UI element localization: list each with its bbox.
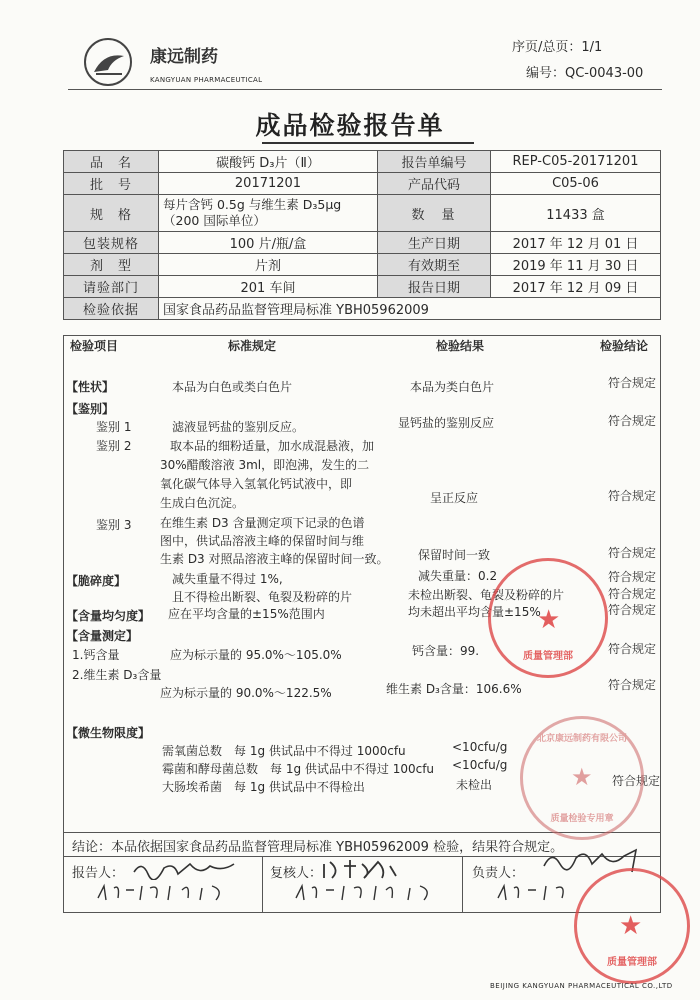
- id3-standard-line2: 图中，供试品溶液主峰的保留时间与维: [160, 534, 365, 548]
- micro3-standard: 大肠埃希菌 每 1g 供试品中不得检出: [162, 780, 365, 794]
- reporter-date-handwritten: [90, 880, 250, 906]
- id2-standard-line1: 取本品的细粉适量，加水成混悬液，加: [170, 439, 375, 453]
- appearance-conclusion: 符合规定: [608, 376, 657, 390]
- friability-title: 【脆碎度】: [66, 574, 127, 588]
- assay-title: 【含量测定】: [66, 629, 139, 643]
- stamp-star-icon-3: ★: [619, 911, 643, 941]
- id1-standard: 滤液显钙盐的鉴别反应。: [172, 420, 305, 434]
- expiry-label: 有效期至: [378, 254, 491, 276]
- logo-mark-icon: [92, 48, 126, 78]
- batch-number: 20171201: [159, 173, 378, 195]
- friability-result-1: 减失重量：0.2: [418, 569, 498, 583]
- qc-stamp-text: 质量检验专用章: [550, 814, 614, 824]
- micro-conclusion: 符合规定: [612, 774, 661, 788]
- company-stamp: [520, 716, 644, 840]
- micro2-standard: 霉菌和酵母菌总数 每 1g 供试品中不得过 100cfu: [162, 762, 435, 776]
- col-conclusion-header: 检验结论: [600, 339, 649, 353]
- uniformity-result: 均未超出平均含量±15%: [408, 605, 541, 619]
- col-item-header: 检验项目: [70, 339, 119, 353]
- friability-conclusion-2: 符合规定: [608, 587, 657, 601]
- company-name-en: KANGYUAN PHARMACEUTICAL: [150, 76, 263, 84]
- footer-company-en: BEIJING KANGYUAN PHARMACEUTICAL CO.,LTD: [490, 982, 673, 990]
- reviewer-signature: [320, 858, 400, 880]
- info-table: [63, 150, 661, 320]
- product-name-label: 品 名: [64, 151, 159, 173]
- id3-conclusion: 符合规定: [608, 546, 657, 560]
- id1-result: 显钙盐的鉴别反应: [398, 416, 495, 430]
- department: 201 车间: [159, 276, 378, 298]
- qa-stamp-text: 质量管理部: [523, 651, 573, 662]
- id3-label: 鉴别 3: [96, 518, 132, 532]
- friability-standard-1: 减失重量不得过 1%,: [172, 572, 283, 586]
- qa-stamp-text-2: 质量管理部: [607, 957, 657, 968]
- id2-conclusion: 符合规定: [608, 489, 657, 503]
- qty-label: 数 量: [378, 195, 491, 232]
- product-name: 碳酸钙 D₃片（Ⅱ）: [159, 151, 378, 173]
- reviewer-date-handwritten: [286, 880, 446, 906]
- appearance-result: 本品为类白色片: [410, 380, 495, 394]
- appearance-title: 【性状】: [66, 380, 115, 394]
- assay2-result: 维生素 D₃含量：106.6%: [386, 682, 522, 696]
- identify-title: 【鉴别】: [66, 402, 115, 416]
- friability-standard-2: 且不得检出断裂、龟裂及粉碎的片: [172, 590, 353, 604]
- dept-label: 请验部门: [64, 276, 159, 298]
- page-info: 序页/总页：1/1: [512, 40, 603, 55]
- form-label: 剂 型: [64, 254, 159, 276]
- id2-standard-line3: 氧化碳气体导入氢氧化钙试液中，即: [160, 477, 353, 491]
- reporter-label: 报告人：: [72, 866, 125, 881]
- id3-standard-line1: 在维生素 D3 含量测定项下记录的色谱: [160, 516, 365, 530]
- qa-department-stamp: [488, 558, 608, 678]
- col-standard-header: 标准规定: [228, 339, 277, 353]
- product-code-label: 产品代码: [378, 173, 491, 195]
- sig-divider-1: [262, 856, 263, 912]
- company-stamp-text: 北京康远制药有限公司: [536, 734, 627, 744]
- stamp-star-icon: ★: [537, 605, 561, 635]
- expiry-date: 2019 年 11 月 30 日: [491, 254, 661, 276]
- id1-label: 鉴别 1: [96, 420, 132, 434]
- id3-standard-line3: 生素 D3 对照品溶液主峰的保留时间一致。: [160, 552, 389, 566]
- id2-standard-line4: 生成白色沉淀。: [160, 496, 245, 510]
- report-no: REP-C05-20171201: [491, 151, 661, 173]
- micro1-standard: 需氧菌总数 每 1g 供试品中不得过 1000cfu: [162, 744, 406, 758]
- uniformity-standard: 应在平均含量的±15%范围内: [168, 607, 325, 621]
- micro1-result: <10cfu/g: [452, 740, 508, 754]
- title-underline: [262, 142, 474, 144]
- pack-label: 包装规格: [64, 232, 159, 254]
- report-date-label: 报告日期: [378, 276, 491, 298]
- company-name-cn: 康远制药: [150, 47, 218, 67]
- sig-divider-2: [462, 856, 463, 912]
- product-code: C05-06: [491, 173, 661, 195]
- id3-result: 保留时间一致: [418, 548, 491, 562]
- report-no-label: 报告单编号: [378, 151, 491, 173]
- id1-conclusion: 符合规定: [608, 414, 657, 428]
- mfg-date-label: 生产日期: [378, 232, 491, 254]
- mfg-date: 2017 年 12 月 01 日: [491, 232, 661, 254]
- dosage-form: 片剂: [159, 254, 378, 276]
- pack-spec: 100 片/瓶/盒: [159, 232, 378, 254]
- friability-result-2: 未检出断裂、龟裂及粉碎的片: [408, 588, 565, 602]
- micro2-result: <10cfu/g: [452, 758, 508, 772]
- spec-label: 规 格: [64, 195, 159, 232]
- quantity: 11433 盒: [491, 195, 661, 232]
- assay1-result: 钙含量：99.: [412, 644, 480, 658]
- assay2-label: 2.维生素 D₃含量: [72, 668, 162, 682]
- id2-label: 鉴别 2: [96, 439, 132, 453]
- inspection-basis: 国家食品药品监督管理局标准 YBH05962009: [159, 298, 661, 320]
- uniformity-conclusion: 符合规定: [608, 603, 657, 617]
- header-divider: [68, 89, 662, 90]
- assay1-standard: 应为标示量的 95.0%～105.0%: [170, 648, 342, 662]
- col-result-header: 检验结果: [436, 339, 485, 353]
- reviewer-label: 复核人：: [270, 866, 323, 881]
- basis-label: 检验依据: [64, 298, 159, 320]
- reporter-signature: [130, 858, 250, 880]
- id2-result: 呈正反应: [430, 491, 479, 505]
- batch-label: 批 号: [64, 173, 159, 195]
- assay2-standard: 应为标示量的 90.0%～122.5%: [160, 686, 332, 700]
- responsible-label: 负责人：: [472, 866, 525, 881]
- report-date: 2017 年 12 月 09 日: [491, 276, 661, 298]
- uniformity-title: 【含量均匀度】: [66, 609, 151, 623]
- assay2-conclusion: 符合规定: [608, 678, 657, 692]
- document-number: 编号：QC-0043-00: [526, 66, 644, 81]
- spec: 每片含钙 0.5g 与维生素 D₃5μg（200 国际单位）: [159, 195, 378, 232]
- appearance-standard: 本品为白色或类白色片: [172, 380, 293, 394]
- stamp-star-icon-2: ★: [571, 763, 593, 791]
- qa-department-stamp-2: [574, 868, 690, 984]
- micro3-result: 未检出: [456, 778, 493, 792]
- assay1-label: 1.钙含量: [72, 648, 120, 662]
- micro-title: 【微生物限度】: [66, 726, 151, 740]
- page-title: 成品检验报告单: [255, 111, 445, 140]
- assay1-conclusion: 符合规定: [608, 642, 657, 656]
- id2-standard-line2: 30%醋酸溶液 3ml，即泡沸，发生的二: [160, 458, 370, 472]
- company-logo: [84, 38, 132, 86]
- conclusion-text: 结论：本品依据国家食品药品监督管理局标准 YBH05962009 检验，结果符合规定。: [72, 840, 564, 855]
- responsible-date-handwritten: [490, 880, 580, 906]
- friability-conclusion-1: 符合规定: [608, 570, 657, 584]
